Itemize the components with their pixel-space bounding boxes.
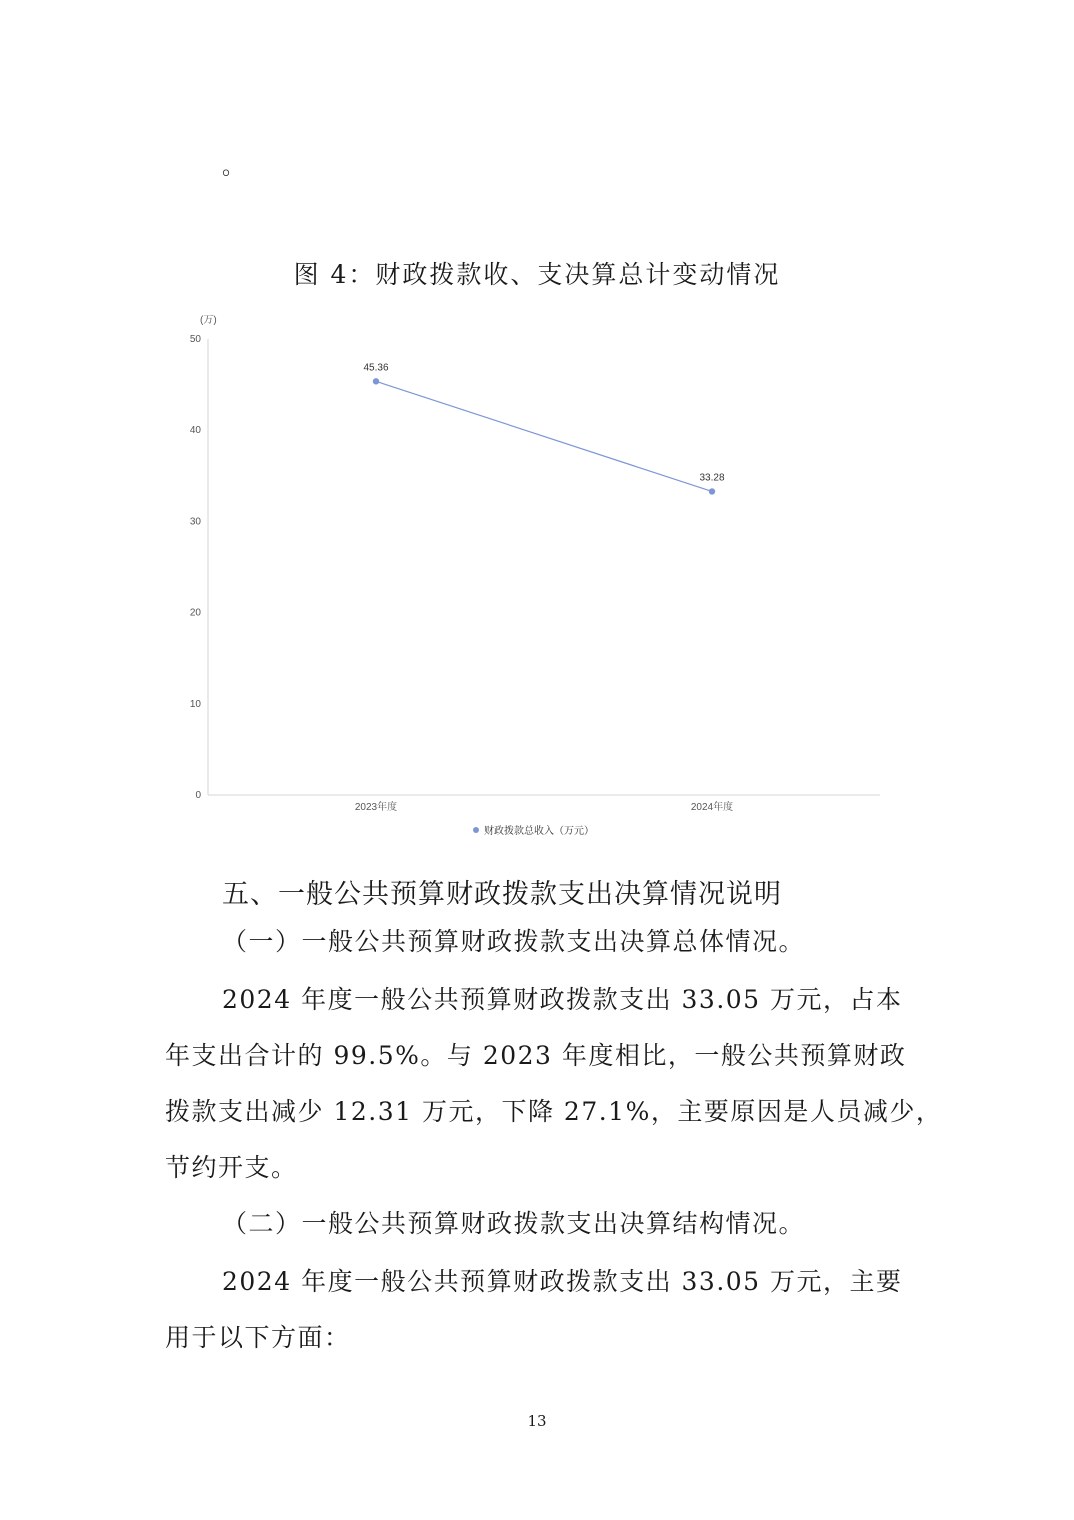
y-tick-label: 30 xyxy=(189,516,201,528)
paragraph-2-line: 2024 年度一般公共预算财政拨款支出 33.05 万元，主要 xyxy=(222,1267,903,1296)
y-tick-label: 50 xyxy=(189,334,201,345)
data-label: 33.28 xyxy=(699,472,725,484)
data-point xyxy=(709,488,715,494)
y-axis xyxy=(190,334,208,801)
paragraph-1-line: 2024 年度一般公共预算财政拨款支出 33.05 万元，占本 xyxy=(222,985,903,1014)
legend-marker xyxy=(473,827,479,833)
series-group xyxy=(363,362,724,494)
y-axis-unit-label: (万) xyxy=(200,315,217,326)
paragraph-2-line: 用于以下方面： xyxy=(165,1323,351,1352)
data-label: 45.36 xyxy=(363,362,389,374)
series-line xyxy=(376,381,712,491)
paragraph-1-line: 拨款支出减少 12.31 万元，下降 27.1%，主要原因是人员减少， xyxy=(165,1097,943,1126)
subsection-heading-1: （一）一般公共预算财政拨款支出决算总体情况。 xyxy=(222,927,806,956)
data-point xyxy=(373,378,379,384)
x-axis xyxy=(355,800,733,813)
figure-title: 图 4：财政拨款收、支决算总计变动情况 xyxy=(293,260,781,289)
y-tick-label: 10 xyxy=(189,698,201,710)
paragraph-1-line: 年支出合计的 99.5%。与 2023 年度相比，一般公共预算财政 xyxy=(165,1041,907,1070)
legend xyxy=(473,824,594,837)
y-tick-label: 20 xyxy=(189,607,201,619)
subsection-heading-2: （二）一般公共预算财政拨款支出决算结构情况。 xyxy=(222,1209,806,1238)
page-number: 13 xyxy=(527,1412,547,1430)
paragraph-1-line: 节约开支。 xyxy=(165,1153,298,1182)
y-tick-label: 40 xyxy=(189,425,201,437)
x-tick-label: 2023年度 xyxy=(354,802,398,813)
lead-punctuation: 。 xyxy=(222,155,245,180)
legend-label: 财政拨款总收入（万元） xyxy=(484,826,594,837)
y-tick-label: 0 xyxy=(195,790,201,801)
section-heading: 五、一般公共预算财政拨款支出决算情况说明 xyxy=(222,879,782,910)
x-tick-label: 2024年度 xyxy=(690,802,734,813)
